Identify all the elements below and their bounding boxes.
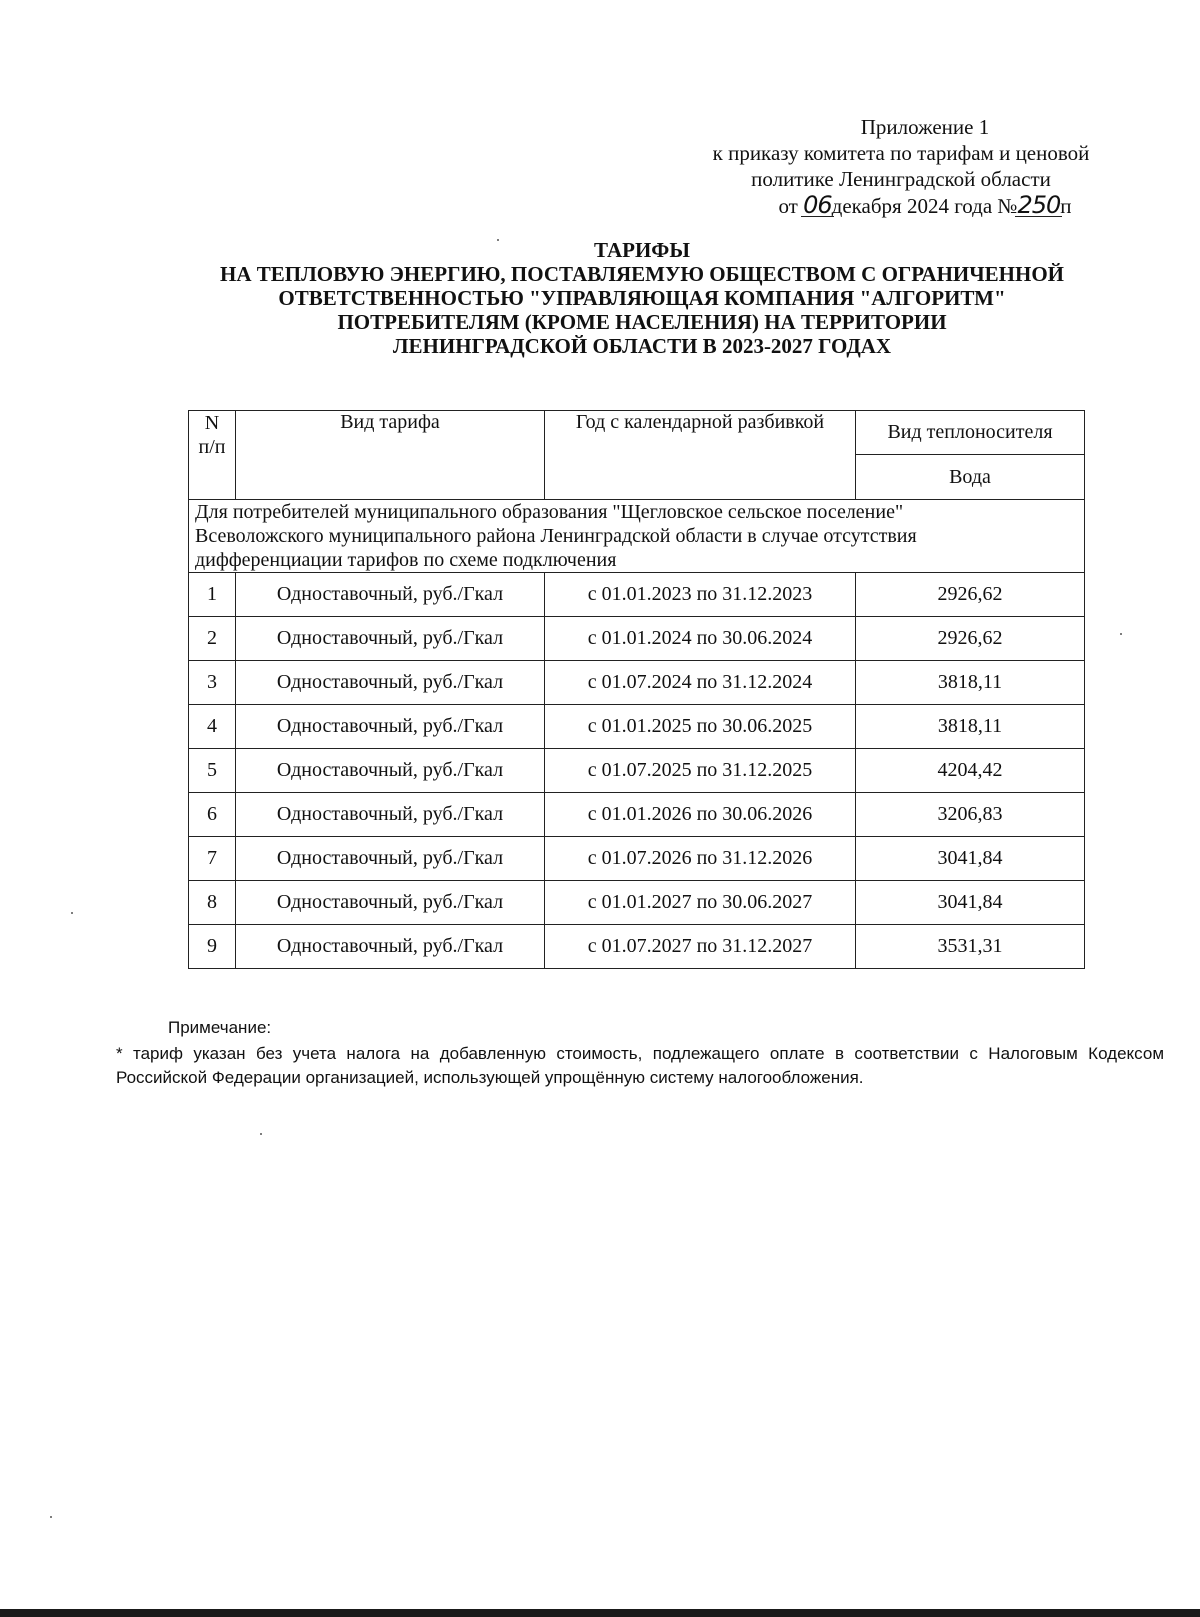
row-period: с 01.01.2026 по 30.06.2026 bbox=[545, 793, 856, 837]
header-period: Год с календарной разбивкой bbox=[545, 411, 856, 500]
header-water: Вода bbox=[856, 455, 1085, 500]
appendix-line-4 bbox=[640, 192, 1162, 219]
header-number-pp: п/п bbox=[198, 436, 226, 458]
table-row bbox=[189, 793, 1085, 837]
row-value: 3531,31 bbox=[856, 925, 1085, 969]
row-number: 2 bbox=[189, 617, 236, 661]
scan-speck bbox=[50, 1516, 52, 1518]
note-label: Примечание: bbox=[168, 1018, 272, 1037]
table-row bbox=[189, 881, 1085, 925]
row-value: 2926,62 bbox=[856, 617, 1085, 661]
row-value: 3818,11 bbox=[856, 705, 1085, 749]
order-date-prefix: от bbox=[778, 194, 804, 218]
title-line-2: НА ТЕПЛОВУЮ ЭНЕРГИЮ, ПОСТАВЛЯЕМУЮ ОБЩЕСТВОМ С ОГРАНИЧЕННОЙ bbox=[219, 262, 1065, 286]
appendix-line-3: политике Ленинградской области bbox=[751, 167, 1051, 191]
row-tariff-type: Одноставочный, руб./Гкал bbox=[236, 925, 545, 969]
row-tariff-type: Одноставочный, руб./Гкал bbox=[236, 617, 545, 661]
scan-speck bbox=[1120, 633, 1122, 635]
table-row bbox=[189, 705, 1085, 749]
row-tariff-type: Одноставочный, руб./Гкал bbox=[236, 573, 545, 617]
row-period: с 01.01.2023 по 31.12.2023 bbox=[545, 573, 856, 617]
title-line-1: ТАРИФЫ bbox=[594, 238, 690, 262]
row-number: 9 bbox=[189, 925, 236, 969]
appendix-line-2: к приказу комитета по тарифам и ценовой bbox=[712, 141, 1090, 165]
scan-speck bbox=[260, 1133, 262, 1135]
row-number: 1 bbox=[189, 573, 236, 617]
group-line-1: Для потребителей муниципального образования "Щегловское сельское поселение" bbox=[195, 501, 904, 523]
note-text: * тариф указан без учета налога на добавленную стоимость, подлежащего оплате в соответствии с Налоговым Кодексом Российской Федерации организацией, использующей упрощённую систему налогообложения. bbox=[116, 1044, 1164, 1087]
table-row bbox=[189, 925, 1085, 969]
scan-speck bbox=[497, 239, 499, 241]
header-number bbox=[189, 411, 236, 500]
row-tariff-type: Одноставочный, руб./Гкал bbox=[236, 661, 545, 705]
row-period: с 01.07.2024 по 31.12.2024 bbox=[545, 661, 856, 705]
table-row bbox=[189, 661, 1085, 705]
group-line-2: Всеволожского муниципального района Ленинградской области в случае отсутствия bbox=[195, 525, 917, 547]
row-number: 7 bbox=[189, 837, 236, 881]
title-line-4: ПОТРЕБИТЕЛЯМ (КРОМЕ НАСЕЛЕНИЯ) НА ТЕРРИТОРИИ bbox=[337, 310, 947, 334]
header-heat-carrier: Вид теплоносителя bbox=[856, 411, 1085, 455]
row-number: 4 bbox=[189, 705, 236, 749]
row-period: с 01.01.2025 по 30.06.2025 bbox=[545, 705, 856, 749]
scan-bottom-edge bbox=[0, 1609, 1200, 1617]
row-tariff-type: Одноставочный, руб./Гкал bbox=[236, 881, 545, 925]
order-number-suffix: п bbox=[1060, 194, 1072, 218]
row-number: 5 bbox=[189, 749, 236, 793]
appendix-line-1: Приложение 1 bbox=[860, 115, 990, 139]
row-tariff-type: Одноставочный, руб./Гкал bbox=[236, 837, 545, 881]
order-date-middle: декабря 2024 года № bbox=[831, 194, 1018, 218]
document-title bbox=[150, 238, 1134, 358]
handwritten-order-number: 250 bbox=[1017, 191, 1061, 219]
row-value: 2926,62 bbox=[856, 573, 1085, 617]
table-header-row bbox=[189, 411, 1085, 455]
group-row bbox=[189, 500, 1085, 573]
table-row bbox=[189, 749, 1085, 793]
row-value: 3206,83 bbox=[856, 793, 1085, 837]
title-line-3: ОТВЕТСТВЕННОСТЬЮ "УПРАВЛЯЮЩАЯ КОМПАНИЯ "АЛГОРИТМ" bbox=[278, 286, 1006, 310]
title-line-5: ЛЕНИНГРАДСКОЙ ОБЛАСТИ В 2023-2027 ГОДАХ bbox=[392, 334, 892, 358]
row-value: 3818,11 bbox=[856, 661, 1085, 705]
row-period: с 01.07.2025 по 31.12.2025 bbox=[545, 749, 856, 793]
row-period: с 01.07.2027 по 31.12.2027 bbox=[545, 925, 856, 969]
header-tariff-type: Вид тарифа bbox=[236, 411, 545, 500]
row-tariff-type: Одноставочный, руб./Гкал bbox=[236, 705, 545, 749]
row-period: с 01.01.2024 по 30.06.2024 bbox=[545, 617, 856, 661]
row-number: 6 bbox=[189, 793, 236, 837]
row-value: 3041,84 bbox=[856, 837, 1085, 881]
table-row bbox=[189, 573, 1085, 617]
group-description bbox=[189, 500, 1085, 573]
row-value: 3041,84 bbox=[856, 881, 1085, 925]
tariff-table bbox=[188, 410, 1085, 969]
scan-speck bbox=[71, 912, 73, 914]
row-period: с 01.01.2027 по 30.06.2027 bbox=[545, 881, 856, 925]
header-number-n: N bbox=[204, 412, 220, 434]
row-tariff-type: Одноставочный, руб./Гкал bbox=[236, 749, 545, 793]
appendix-header bbox=[640, 114, 1162, 219]
row-value: 4204,42 bbox=[856, 749, 1085, 793]
row-period: с 01.07.2026 по 31.12.2026 bbox=[545, 837, 856, 881]
row-number: 3 bbox=[189, 661, 236, 705]
table-row bbox=[189, 837, 1085, 881]
row-tariff-type: Одноставочный, руб./Гкал bbox=[236, 793, 545, 837]
row-number: 8 bbox=[189, 881, 236, 925]
table-row bbox=[189, 617, 1085, 661]
handwritten-day: 06 bbox=[803, 191, 832, 219]
group-line-3: дифференциации тарифов по схеме подключения bbox=[195, 549, 617, 571]
